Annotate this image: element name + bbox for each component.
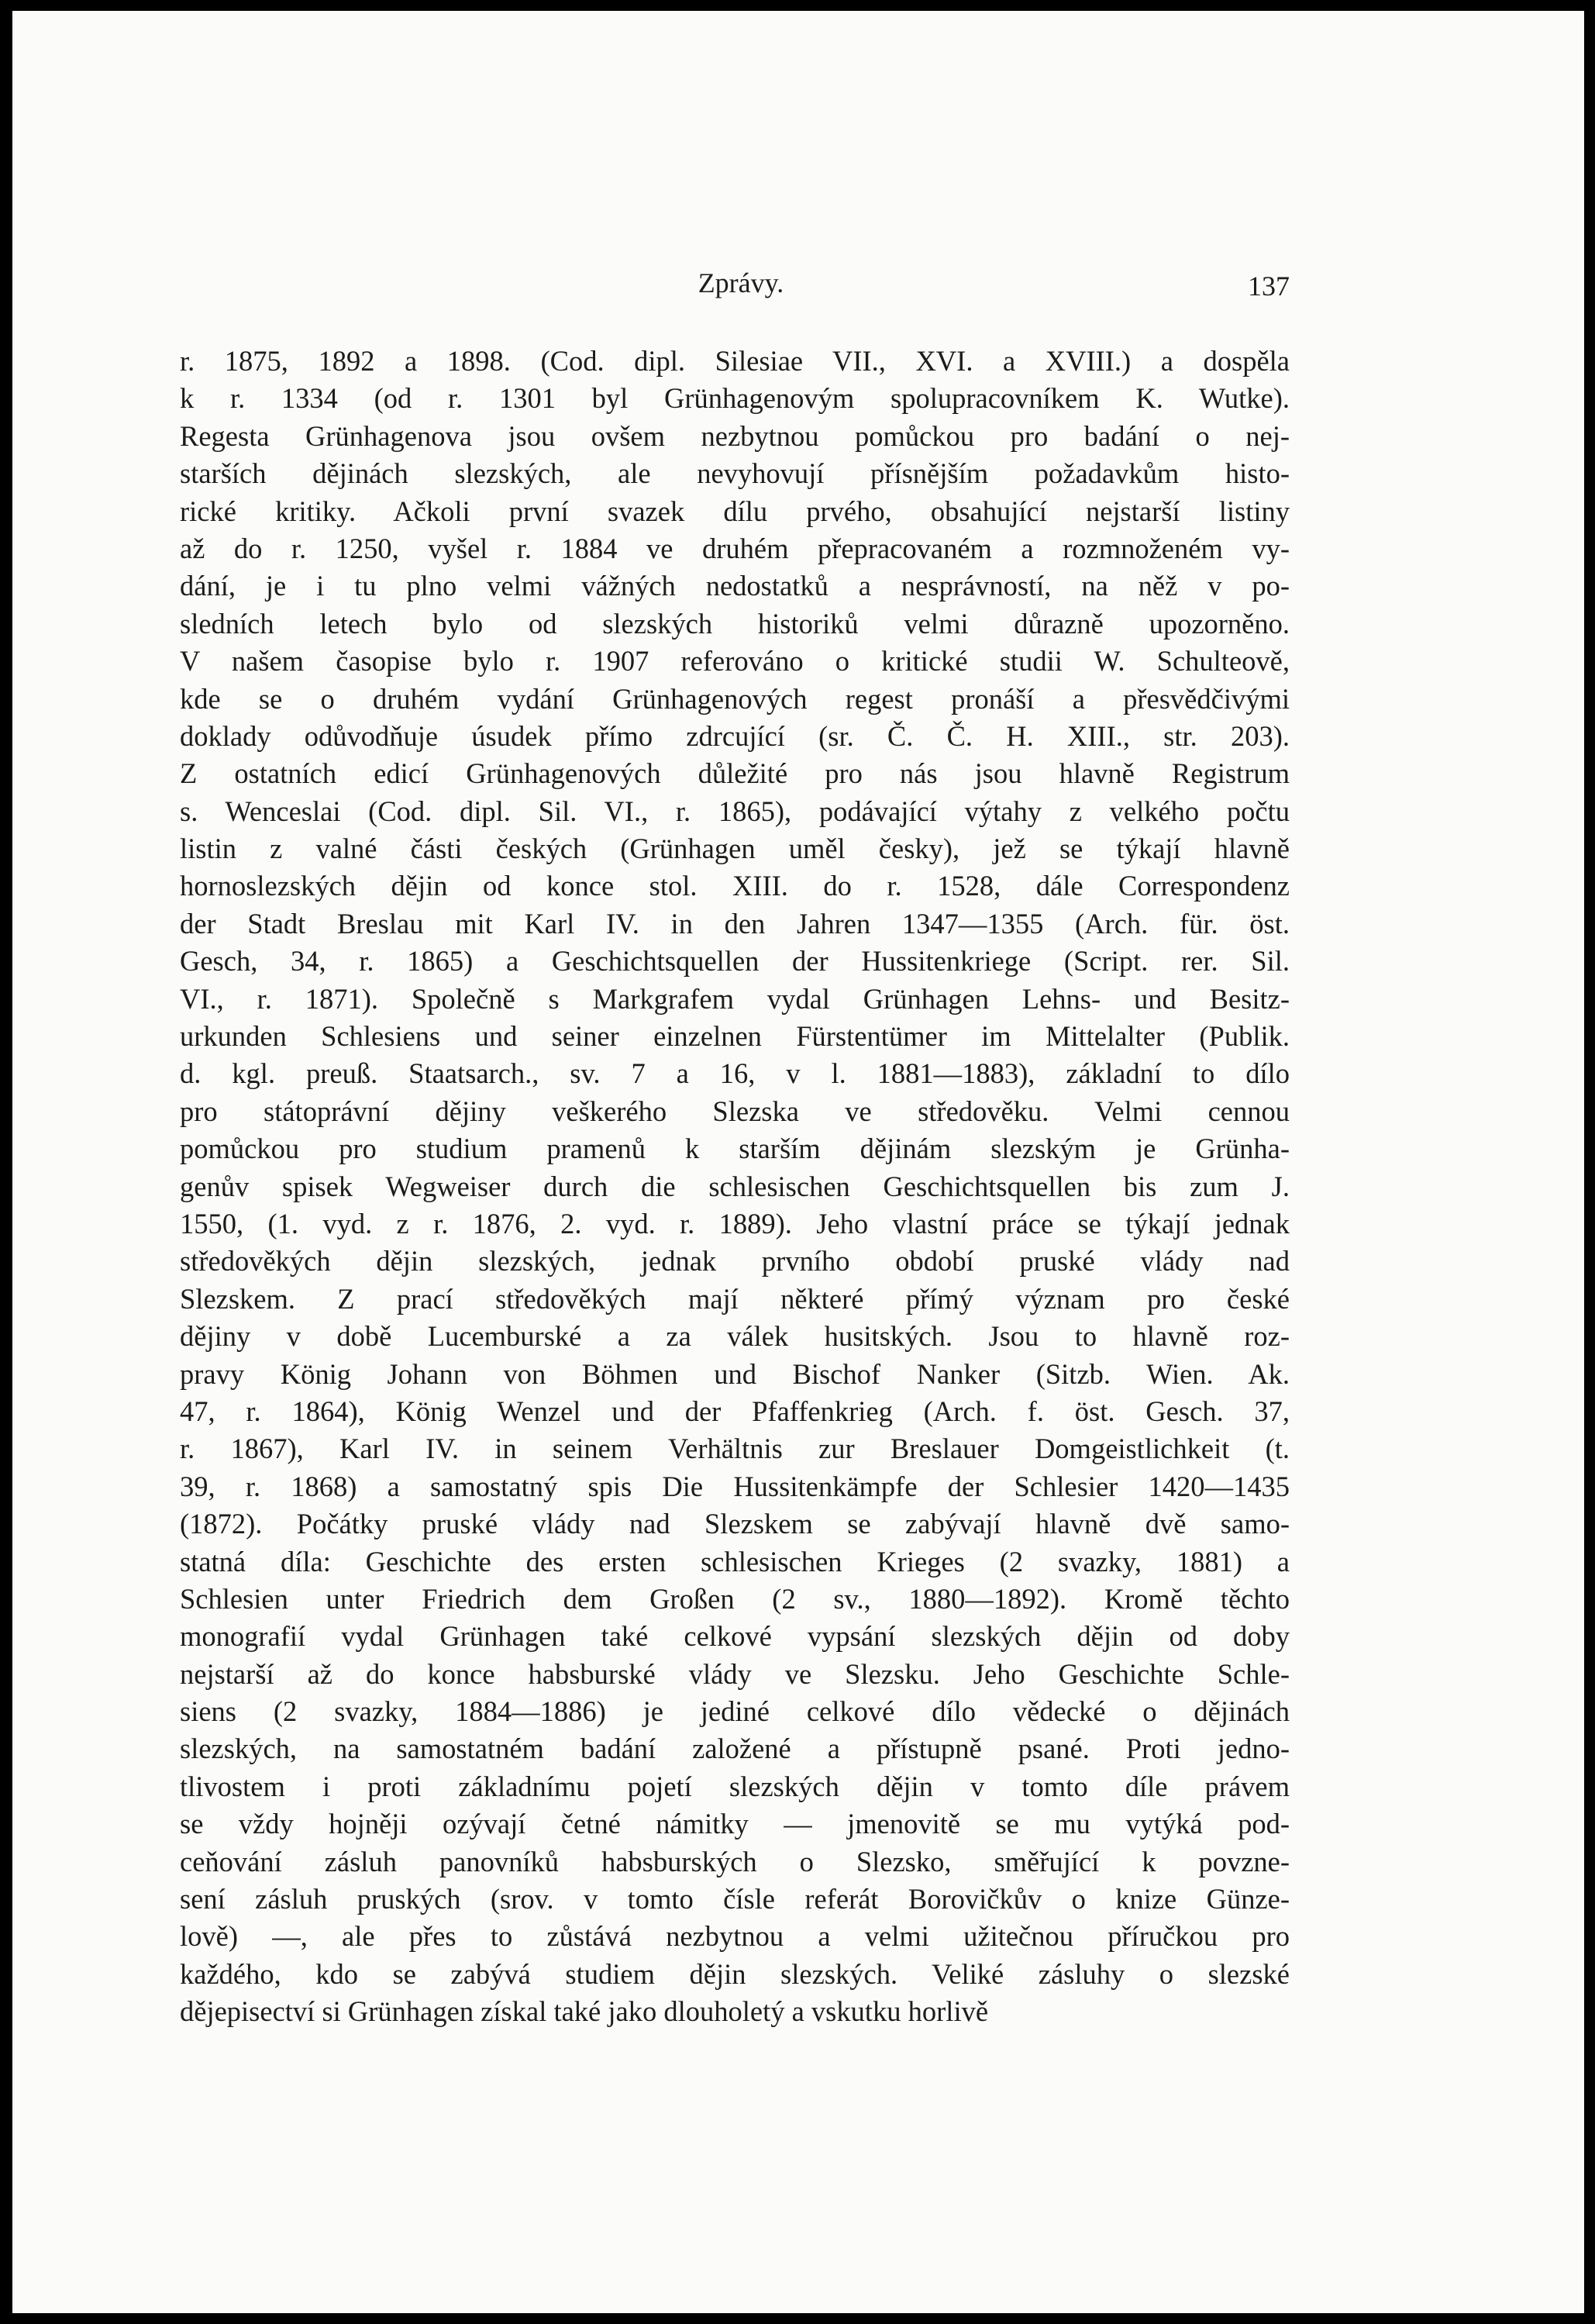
text-line: dání, je i tu plno velmi vážných nedostatků a nesprávností, na něž v po- [180, 570, 1290, 602]
text-line: Z ostatních edicí Grünhagenových důležité pro nás jsou hlavně Registrum [180, 757, 1290, 790]
text-line: lově) —, ale přes to zůstává nezbytnou a velmi užitečnou příručkou pro [180, 1920, 1290, 1953]
text-line: 47, r. 1864), König Wenzel und der Pfaffenkrieg (Arch. f. öst. Gesch. 37, [180, 1395, 1290, 1427]
text-line: každého, kdo se zabývá studiem dějin slezských. Veliké zásluhy o slezské [180, 1957, 1290, 1990]
text-line: genův spisek Wegweiser durch die schlesischen Geschichtsquellen bis zum J. [180, 1170, 1290, 1202]
body-text [180, 343, 1290, 2031]
text-line: tlivostem i proti základnímu pojetí slezských dějin v tomto díle právem [180, 1770, 1290, 1802]
text-line: dějepisectví si Grünhagen získal také jako dlouholetý a vskutku horlivě [180, 1995, 989, 2028]
text-line: Schlesien unter Friedrich dem Großen (2 sv., 1880—1892). Kromě těchto [180, 1582, 1290, 1615]
scanned-page [12, 11, 1584, 2313]
text-line: 1550, (1. vyd. z r. 1876, 2. vyd. r. 1889). Jeho vlastní práce se týkají jednak [180, 1207, 1290, 1240]
text-line: Gesch, 34, r. 1865) a Geschichtsquellen der Hussitenkriege (Script. rer. Sil. [180, 945, 1290, 978]
text-line: d. kgl. preuß. Staatsarch., sv. 7 a 16, v l. 1881—1883), základní to dílo [180, 1057, 1290, 1090]
text-line: pro státoprávní dějiny veškerého Slezska ve středověku. Velmi cennou [180, 1095, 1290, 1127]
text-line: nejstarší až do konce habsburské vlády ve Slezsku. Jeho Geschichte Schle- [180, 1657, 1290, 1690]
page-number: 137 [1248, 271, 1290, 302]
text-line: monografií vydal Grünhagen také celkové vypsání slezských dějin od doby [180, 1620, 1290, 1653]
text-line: se vždy hojněji ozývají četné námitky — jmenovitě se mu vytýká pod- [180, 1808, 1290, 1840]
text-line: slezských, na samostatném badání založené a přístupně psané. Proti jedno- [180, 1733, 1290, 1765]
text-line: V našem časopise bylo r. 1907 referováno o kritické studii W. Schulteově, [180, 645, 1290, 678]
text-line: pravy König Johann von Böhmen und Bischof Nanker (Sitzb. Wien. Ak. [180, 1357, 1290, 1390]
text-line: Slezskem. Z prací středověkých mají některé přímý význam pro české [180, 1282, 1290, 1315]
text-line: hornoslezských dějin od konce stol. XIII. do r. 1528, dále Correspondenz [180, 870, 1290, 902]
text-line: sení zásluh pruských (srov. v tomto čísle referát Borovičkův o knize Günze- [180, 1883, 1290, 1915]
text-line: k r. 1334 (od r. 1301 byl Grünhagenovým spolupracovníkem K. Wutke). [180, 382, 1290, 415]
text-line: středověkých dějin slezských, jednak prvního období pruské vlády nad [180, 1245, 1290, 1278]
text-line: r. 1867), Karl IV. in seinem Verhältnis zur Breslauer Domgeistlichkeit (t. [180, 1433, 1290, 1465]
text-line: doklady odůvodňuje úsudek přímo zdrcující (sr. Č. Č. H. XIII., str. 203). [180, 719, 1290, 752]
text-line: statná díla: Geschichte des ersten schlesischen Krieges (2 svazky, 1881) a [180, 1545, 1290, 1577]
text-line: siens (2 svazky, 1884—1886) je jediné celkové dílo vědecké o dějinách [180, 1695, 1290, 1728]
text-line: kde se o druhém vydání Grünhagenových regest pronáší a přesvědčivými [180, 682, 1290, 715]
text-line: VI., r. 1871). Společně s Markgrafem vydal Grünhagen Lehns- und Besitz- [180, 982, 1290, 1015]
text-line: Regesta Grünhagenova jsou ovšem nezbytnou pomůckou pro badání o nej- [180, 419, 1290, 452]
text-line: dějiny v době Lucemburské a za válek husitských. Jsou to hlavně roz- [180, 1320, 1290, 1353]
text-line: der Stadt Breslau mit Karl IV. in den Jahren 1347—1355 (Arch. für. öst. [180, 907, 1290, 940]
text-line: 39, r. 1868) a samostatný spis Die Hussitenkämpfe der Schlesier 1420—1435 [180, 1470, 1290, 1502]
text-line: (1872). Počátky pruské vlády nad Slezskem se zabývají hlavně dvě samo- [180, 1508, 1290, 1540]
text-line: s. Wenceslai (Cod. dipl. Sil. VI., r. 1865), podávající výtahy z velkého počtu [180, 795, 1290, 827]
text-line: listin z valné části českých (Grünhagen uměl česky), jež se týkají hlavně [180, 833, 1290, 865]
text-line: rické kritiky. Ačkoli první svazek dílu prvého, obsahující nejstarší listiny [180, 495, 1290, 527]
text-line: r. 1875, 1892 a 1898. (Cod. dipl. Silesiae VII., XVI. a XVIII.) a dospěla [180, 345, 1290, 377]
text-line: starších dějinách slezských, ale nevyhovují přísnějším požadavkům histo- [180, 457, 1290, 490]
text-line: urkunden Schlesiens und seiner einzelnen Fürstentümer im Mittelalter (Publik. [180, 1020, 1290, 1053]
running-head [192, 267, 1290, 305]
page-header-title: Zprávy. [698, 267, 784, 298]
text-line: až do r. 1250, vyšel r. 1884 ve druhém přepracovaném a rozmnoženém vy- [180, 532, 1290, 564]
text-line: ceňování zásluh panovníků habsburských o Slezsko, směřující k povzne- [180, 1845, 1290, 1877]
text-line: pomůckou pro studium pramenů k starším dějinám slezským je Grünha- [180, 1133, 1290, 1165]
text-line: sledních letech bylo od slezských historiků velmi důrazně upozorněno. [180, 607, 1290, 640]
